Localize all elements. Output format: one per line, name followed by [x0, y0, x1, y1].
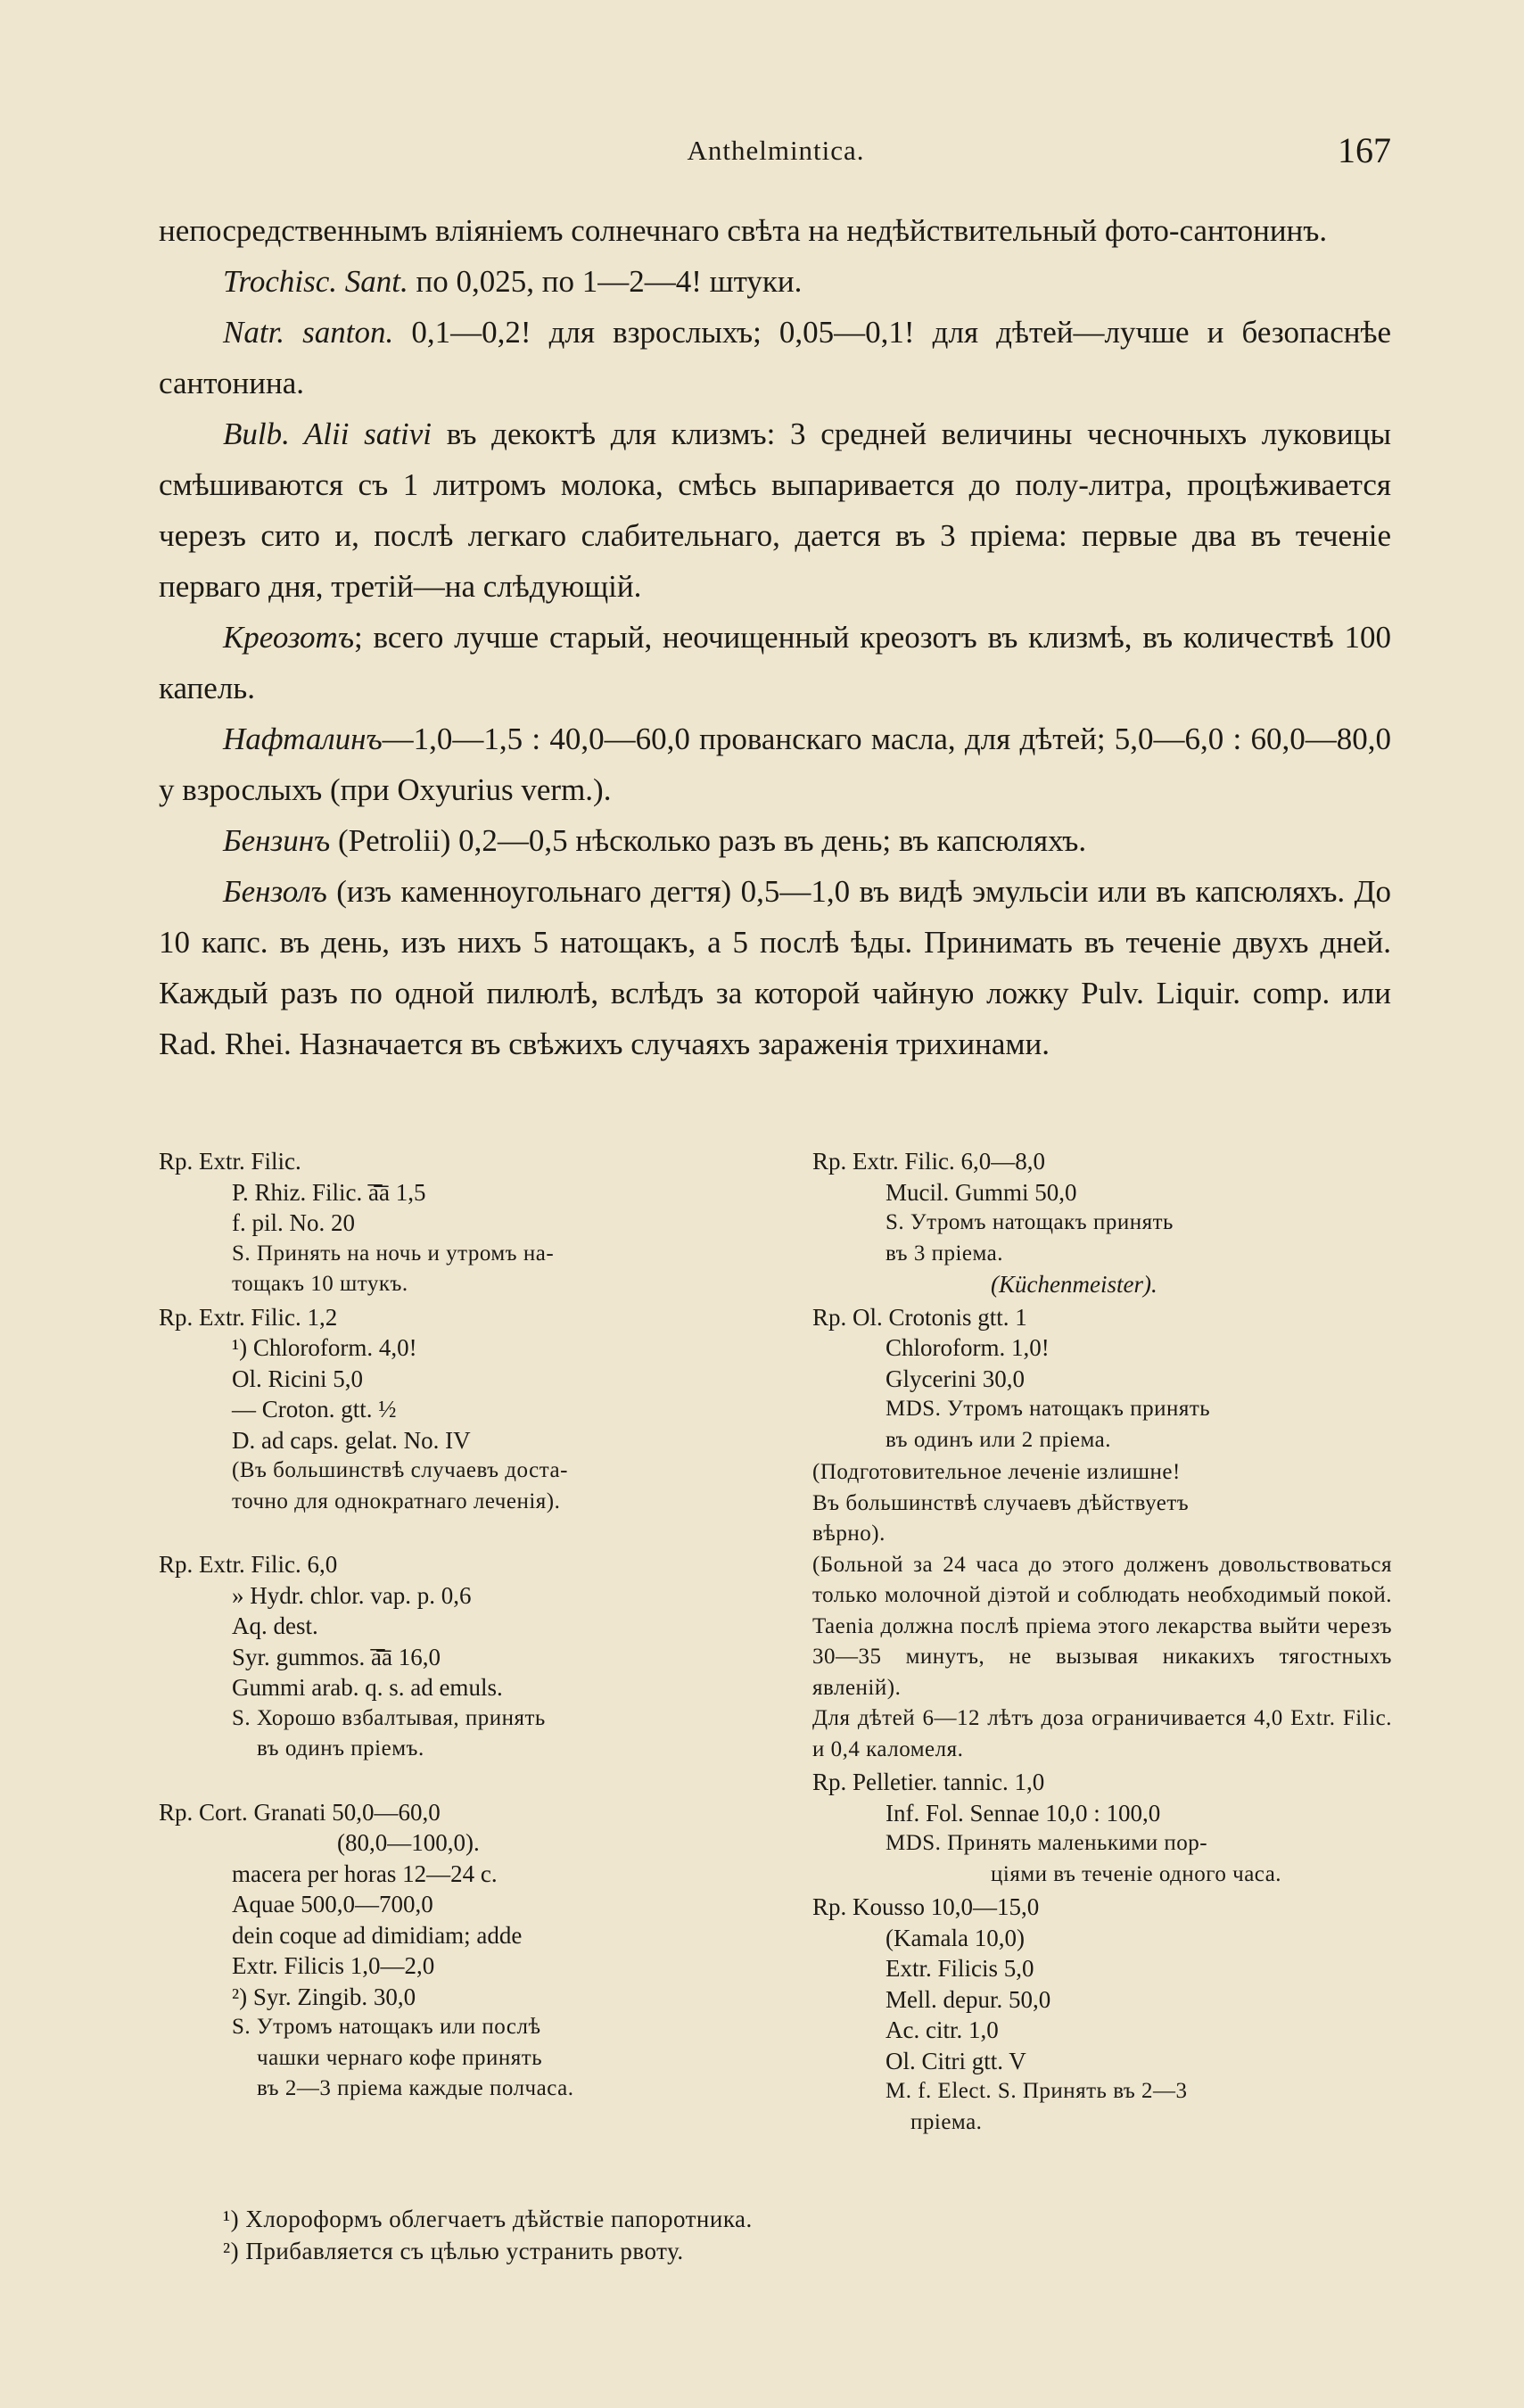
drug-name: Trochisc. Sant. — [223, 264, 408, 299]
prescription-line: Въ большинствѣ случаевъ дѣйствуетъ — [812, 1490, 1190, 1515]
prescription-line: пріема. — [910, 2109, 983, 2134]
paragraph — [159, 713, 1391, 815]
prescription-line: Rp. Ol. Crotonis gtt. 1 — [812, 1303, 1027, 1331]
prescription-block — [159, 1146, 729, 1300]
prescription-line: (80,0—100,0). — [337, 1829, 480, 1856]
prescription-line: вѣрно). — [812, 1521, 886, 1546]
prescription-line: D. ad caps. gelat. No. IV — [232, 1426, 471, 1454]
prescription-line: Glycerini 30,0 — [886, 1365, 1025, 1392]
prescription-line: (Подготовительное леченіе излишне! — [812, 1460, 1181, 1484]
prescriptions-left-column — [159, 1146, 729, 2107]
drug-name: Креозотъ — [223, 620, 354, 655]
drug-name: Natr. santon. — [223, 315, 394, 350]
prescription-line: Syr. gummos. ͞a͞a 16,0 — [232, 1643, 441, 1670]
prescription-line: въ 3 пріема. — [886, 1241, 1004, 1266]
prescription-line: (Kamala 10,0) — [886, 1924, 1025, 1951]
prescription-line: f. pil. No. 20 — [232, 1209, 355, 1236]
prescription-block — [812, 1767, 1392, 1890]
page-number: 167 — [1338, 130, 1391, 170]
prescription-line: Mell. depur. 50,0 — [886, 1985, 1051, 2013]
drug-name: Нафталинъ — [223, 722, 383, 756]
prescription-line: Rp. Extr. Filic. — [159, 1148, 301, 1175]
prescription-block — [812, 1302, 1392, 1456]
prescription-block — [812, 1457, 1392, 1765]
prescription-line: въ 2—3 пріема каждые полчаса. — [257, 2076, 574, 2100]
prescription-line: чашки чернаго кофе принять — [257, 2045, 543, 2070]
prescription-line: ціями въ теченіе одного часа. — [991, 1861, 1282, 1886]
prescription-line: S. Принять на ночь и утромъ на- — [232, 1241, 555, 1266]
prescription-block — [159, 1549, 729, 1765]
prescription-line: въ одинъ или 2 пріема. — [886, 1427, 1111, 1452]
prescription-line: Rp. Extr. Filic. 6,0 — [159, 1551, 338, 1578]
prescription-line: Rp. Kousso 10,0—15,0 — [812, 1893, 1040, 1920]
running-title: Anthelmintica. — [687, 135, 865, 166]
paragraph-text: (Petrolii) 0,2—0,5 нѣсколько разъ въ день; въ капсюляхъ. — [330, 823, 1087, 858]
paragraph-text: (изъ каменноугольнаго дегтя) 0,5—1,0 въ видѣ эмульсіи или въ капсюляхъ. До 10 капс. въ день, изъ нихъ 5 натощакъ, а 5 послѣ ѣды. Принимать въ теченіе двухъ дней. Каждый разъ по одной пилюлѣ, вслѣдъ за которой чайную ложку Pulv. Liquir. comp. или Rad. Rhei. Назначается въ свѣжихъ случаяхъ зараженія трихинами. — [159, 874, 1391, 1061]
prescription-line: (Въ большинствѣ случаевъ доста- — [232, 1458, 568, 1482]
prescription-line: Ac. citr. 1,0 — [886, 2016, 999, 2043]
prescription-line: M. f. Elect. S. Принять въ 2—3 — [886, 2079, 1188, 2103]
prescription-line: Gummi arab. q. s. ad emuls. — [232, 1674, 503, 1701]
prescription-line: MDS. Утромъ натощакъ принять — [886, 1397, 1211, 1421]
paragraph — [159, 815, 1391, 866]
prescription-line: Ol. Citri gtt. V — [886, 2047, 1026, 2074]
footnotes — [223, 2203, 1293, 2267]
prescription-line: Rp. Pelletier. tannic. 1,0 — [812, 1769, 1045, 1795]
prescription-line: (Küchenmeister). — [991, 1271, 1157, 1298]
prescription-line: Aquae 500,0—700,0 — [232, 1891, 433, 1917]
paragraph — [159, 408, 1391, 612]
block-spacer — [159, 1767, 729, 1797]
footnote: ²) Прибавляется съ цѣлью устранить рвоту. — [223, 2238, 684, 2264]
prescription-line: ²) Syr. Zingib. 30,0 — [232, 1983, 416, 2010]
prescription-line: Chloroform. 1,0! — [886, 1334, 1050, 1361]
prescription-line: въ одинъ пріемъ. — [257, 1736, 424, 1761]
prescription-line: Mucil. Gummi 50,0 — [886, 1178, 1077, 1206]
drug-name: Bulb. Alii sativi — [223, 416, 432, 451]
prescription-line: Inf. Fol. Sennae 10,0 : 100,0 — [886, 1799, 1161, 1827]
prescription-line: Ol. Ricini 5,0 — [232, 1365, 363, 1392]
prescription-line: dein coque ad dimidiam; adde — [232, 1921, 523, 1949]
prescription-line: (Больной за 24 часа до этого долженъ довольствоваться только молочной діэтой и соблюдать необходимый покой. Taenia должна послѣ пріема этого лекарства выйти черезъ 30—35 минутъ, не вызывая никакихъ тягостныхъ явленій). — [812, 1552, 1392, 1700]
prescriptions-right-column — [812, 1146, 1392, 2140]
prescription-line: S. Утромъ натощакъ или послѣ — [232, 2015, 541, 2039]
prescription-line: Rp. Extr. Filic. 6,0—8,0 — [812, 1148, 1046, 1175]
prescription-line: Rp. Cort. Granati 50,0—60,0 — [159, 1798, 441, 1826]
paragraph-text: —1,0—1,5 : 40,0—60,0 прованскаго масла, для дѣтей; 5,0—6,0 : 60,0—80,0 у взрослыхъ (при Oxyurius verm.). — [159, 722, 1391, 807]
running-header — [161, 129, 1391, 174]
prescription-line: S. Утромъ натощакъ принять — [886, 1210, 1174, 1234]
paragraph — [159, 256, 1391, 307]
prescription-block — [812, 1892, 1392, 2138]
paragraph-text: 0,1—0,2! для взрослыхъ; 0,05—0,1! для дѣтей—лучше и безопаснѣе сантонина. — [159, 315, 1392, 400]
prescription-line: Extr. Filicis 1,0—2,0 — [232, 1952, 435, 1979]
prescription-line: macera per horas 12—24 c. — [232, 1860, 498, 1887]
paragraph-text: непосредственнымъ вліяніемъ солнечнаго свѣта на недѣйствительный фото-сантонинъ. — [159, 213, 1328, 248]
paragraph-text: по 0,025, по 1—2—4! штуки. — [408, 264, 803, 299]
prescription-line: Aq. dest. — [232, 1612, 318, 1639]
paragraph — [159, 866, 1391, 1069]
drug-name: Бензолъ — [223, 874, 327, 909]
prescription-line: P. Rhiz. Filic. ͞a͞a 1,5 — [232, 1178, 426, 1206]
block-spacer — [159, 1519, 729, 1549]
paragraph-text: ; всего лучше старый, неочищенный креозотъ въ клизмѣ, въ количествѣ 100 капель. — [159, 620, 1391, 705]
prescription-line: Rp. Extr. Filic. 1,2 — [159, 1303, 338, 1331]
prescription-line: S. Хорошо взбалтывая, принять — [232, 1705, 546, 1730]
prescription-line: MDS. Принять маленькими пор- — [886, 1831, 1208, 1855]
prescription-line: Для дѣтей 6—12 лѣтъ доза ограничивается 4,0 Extr. Filic. и 0,4 каломеля. — [812, 1706, 1392, 1761]
prescription-block — [812, 1146, 1392, 1300]
prescription-block — [159, 1797, 729, 2105]
paragraph — [159, 307, 1391, 408]
prescription-line: » Hydr. chlor. vap. p. 0,6 — [232, 1581, 472, 1609]
paragraph-text: въ декоктѣ для клизмъ: 3 средней величины чесночныхъ луковицы смѣшиваются съ 1 литромъ молока, смѣсь выпаривается до полу-литра, процѣживается черезъ сито и, послѣ легкаго слабительнаго, дается въ 3 пріема: первые два въ теченіе перваго дня, третій—на слѣдующій. — [159, 416, 1391, 604]
drug-name: Бензинъ — [223, 823, 331, 858]
main-text — [159, 205, 1391, 1069]
paragraph — [159, 612, 1391, 713]
prescription-line: — Croton. gtt. ½ — [232, 1396, 397, 1423]
prescription-line: ¹) Chloroform. 4,0! — [232, 1334, 417, 1361]
paragraph — [159, 205, 1391, 256]
footnote: ¹) Хлороформъ облегчаетъ дѣйствіе папоротника. — [223, 2206, 753, 2232]
prescription-block — [159, 1302, 729, 1518]
prescription-line: точно для однократнаго леченія). — [232, 1489, 561, 1513]
prescription-line: тощакъ 10 штукъ. — [232, 1272, 408, 1296]
prescription-line: Extr. Filicis 5,0 — [886, 1955, 1034, 1982]
